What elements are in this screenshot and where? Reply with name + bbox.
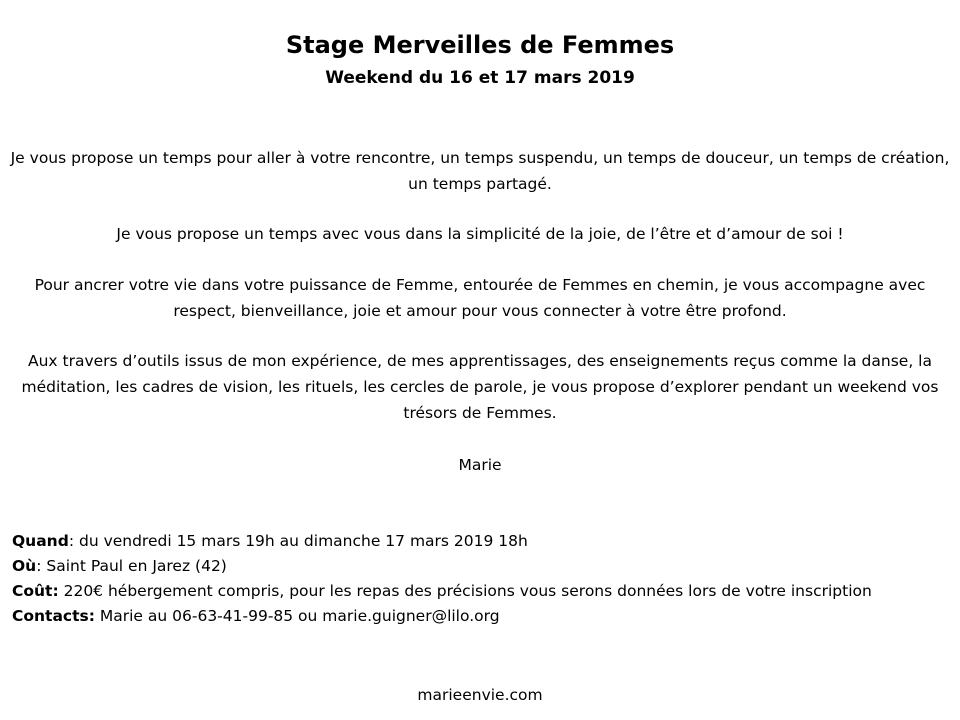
cost-line <box>12 579 872 604</box>
where-label: Où <box>12 557 37 575</box>
contacts-label: Contacts: <box>12 607 95 625</box>
when-label: Quand <box>12 532 69 550</box>
intro-paragraph-1: Je vous propose un temps pour aller à votre rencontre, un temps suspendu, un temps de douceur, un temps de création, un temps partagé. <box>10 149 950 193</box>
when-separator: : <box>68 532 75 550</box>
intro-paragraph-2: Je vous propose un temps avec vous dans la simplicité de la joie, de l’être et d’amour de soi ! <box>116 225 844 243</box>
intro-paragraph-3: Pour ancrer votre vie dans votre puissance de Femme, entourée de Femmes en chemin, je vous accompagne avec respect, bienveillance, joie et amour pour vous connecter à votre être profond. <box>34 276 926 320</box>
cost-value: 220€ hébergement compris, pour les repas des précisions vous serons données lors de votre inscription <box>58 582 872 600</box>
page-subtitle: Weekend du 16 et 17 mars 2019 <box>325 68 635 88</box>
page-title: Stage Merveilles de Femmes <box>285 31 675 59</box>
where-line <box>12 554 872 579</box>
website-footer: marieenvie.com <box>417 686 543 704</box>
contacts-line <box>12 604 872 629</box>
when-value: du vendredi 15 mars 19h au dimanche 17 mars 2019 18h <box>74 532 528 550</box>
cost-label: Coût: <box>12 582 59 600</box>
event-details <box>12 529 872 629</box>
when-line <box>12 529 872 554</box>
intro-paragraph-4: Aux travers d’outils issus de mon expérience, de mes apprentissages, des enseignements reçus comme la danse, la méditation, les cadres de vision, les rituels, les cercles de parole, je vous propose d’explorer pendant un weekend vos trésors de Femmes. <box>21 352 939 422</box>
contacts-value: Marie au 06-63-41-99-85 ou marie.guigner@lilo.org <box>94 607 500 625</box>
where-value: : Saint Paul en Jarez (42) <box>36 557 227 575</box>
signature: Marie <box>458 456 502 474</box>
